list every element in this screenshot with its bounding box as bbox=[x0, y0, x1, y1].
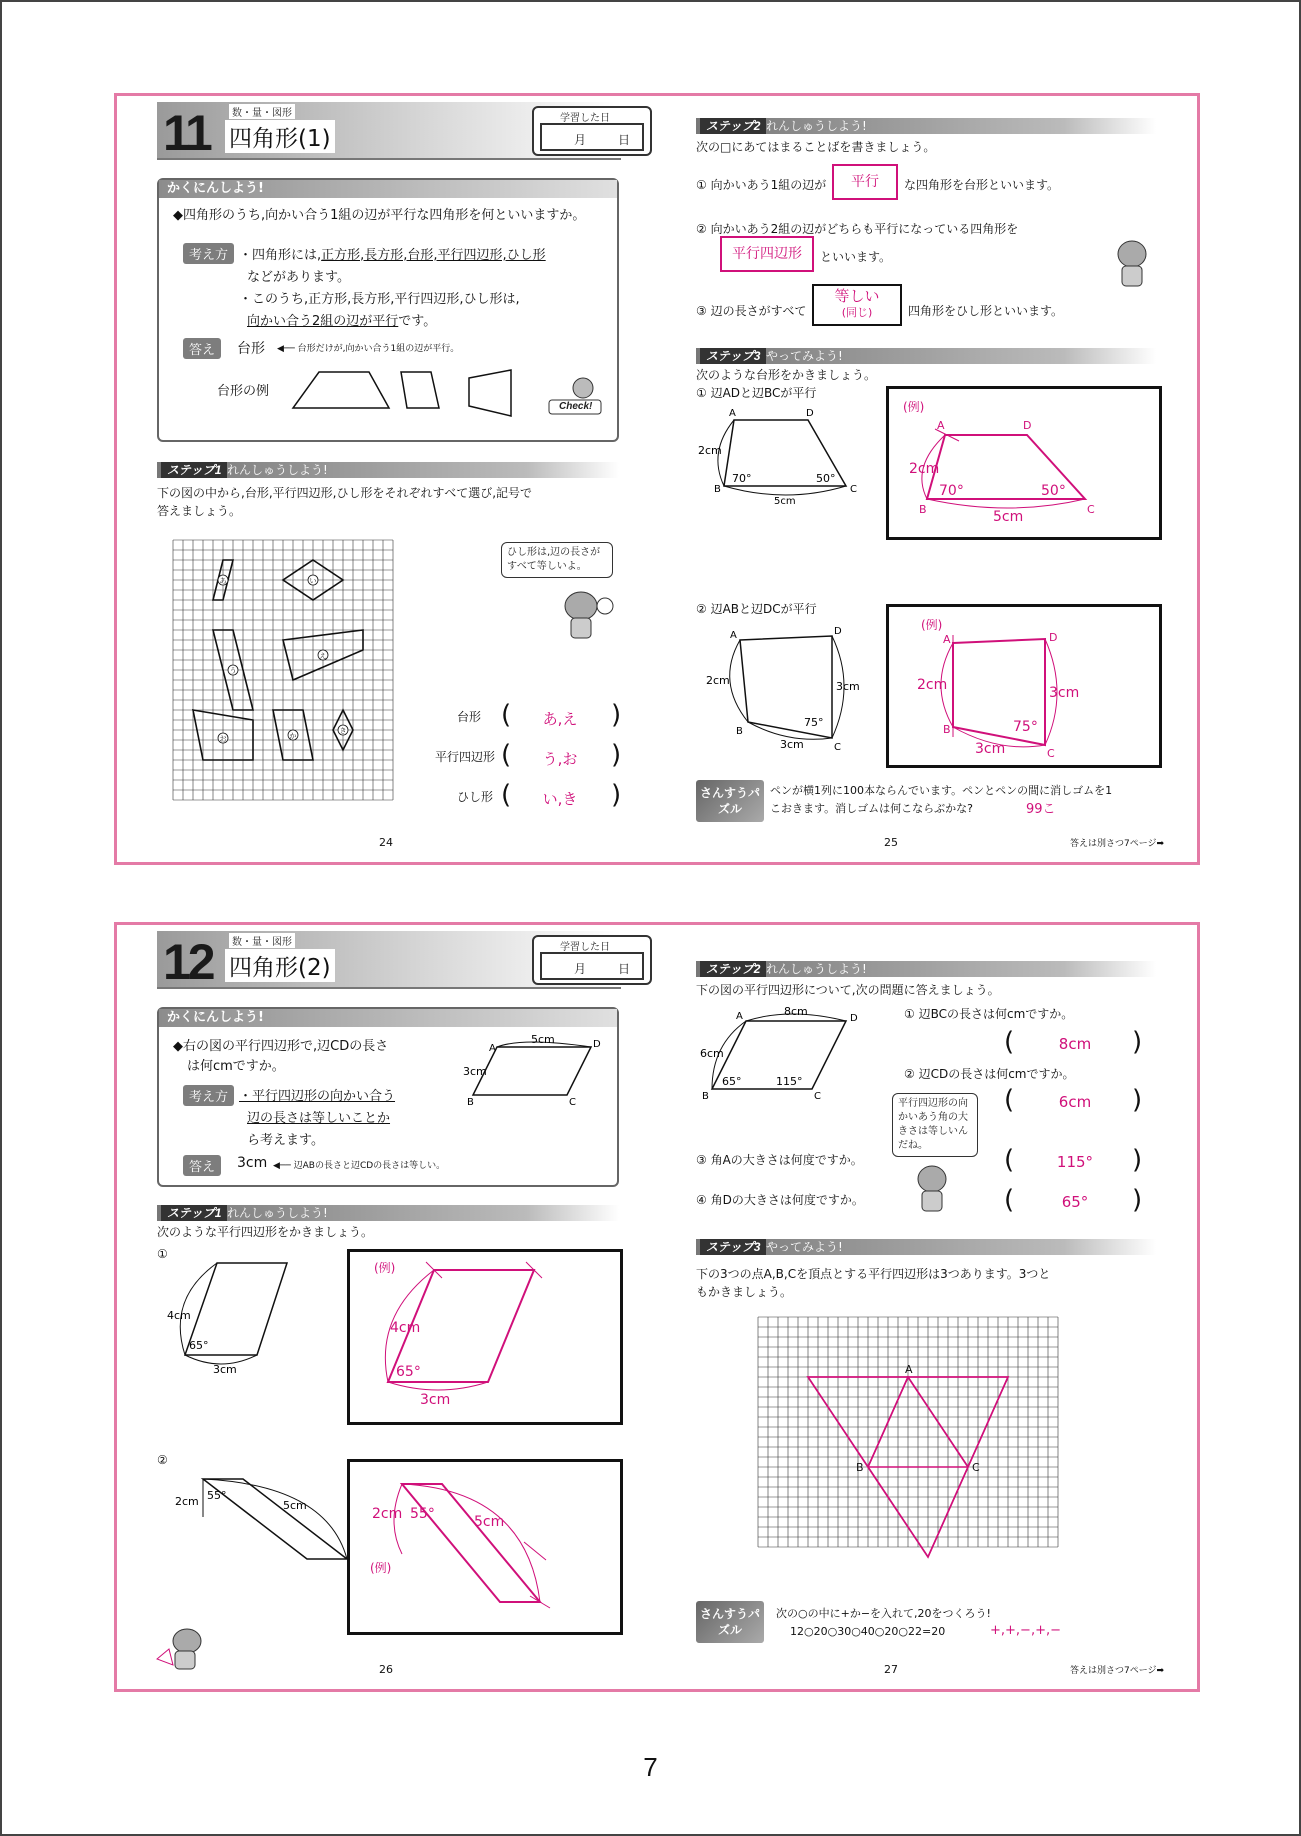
q3-answer-sub: (同じ) bbox=[841, 306, 873, 319]
day-label: 日 bbox=[618, 133, 631, 147]
day-label: 日 bbox=[618, 962, 631, 976]
question-text: ◆四角形のうち,向かい合う1組の辺が平行な四角形を何といいますか。 bbox=[173, 208, 586, 223]
svg-text:6cm: 6cm bbox=[700, 1047, 724, 1060]
mascot-icon bbox=[557, 586, 617, 646]
lesson-title: 四角形(1) bbox=[225, 120, 335, 153]
example-box-2 bbox=[347, 1459, 623, 1635]
trapezoid-answer1 bbox=[889, 389, 1159, 537]
svg-text:5cm: 5cm bbox=[993, 509, 1024, 525]
lesson-category: 数・量・図形 bbox=[229, 933, 295, 948]
shape-label-g: き bbox=[339, 727, 347, 735]
shape-label-e: お bbox=[219, 735, 227, 743]
parallelogram-fig bbox=[696, 1005, 876, 1115]
puzzle-answer: +,+,−,+,− bbox=[990, 1623, 1061, 1638]
month-label: 月 bbox=[574, 962, 587, 976]
paren-open: ( bbox=[1004, 1027, 1015, 1057]
kangaekata-tag: 考え方 bbox=[183, 1085, 234, 1106]
kangaekata-line1: ・平行四辺形の向かい合う bbox=[239, 1089, 396, 1104]
paren-close: ) bbox=[611, 780, 622, 810]
example-box-2 bbox=[886, 604, 1162, 768]
paren-open: ( bbox=[1004, 1185, 1015, 1215]
step3-text2: もかきましょう。 bbox=[696, 1285, 793, 1299]
step1-label: れんしゅうしよう! bbox=[227, 463, 328, 477]
q3-answer-box[interactable] bbox=[812, 284, 902, 326]
question-line1: ◆右の図の平行四辺形で,辺CDの長さ bbox=[173, 1039, 389, 1054]
hint-bubble: ひし形は,辺の長さがすべて等しいよ。 bbox=[501, 542, 613, 578]
study-date-box bbox=[532, 106, 652, 156]
svg-text:2cm: 2cm bbox=[175, 1495, 199, 1508]
example-label: 台形の例 bbox=[217, 384, 270, 399]
kangaekata-line1: ・四角形には,正方形,長方形,台形,平行四辺形,ひし形 bbox=[239, 248, 546, 263]
paren-open: ( bbox=[1004, 1145, 1015, 1175]
fig1-side-ab: 2cm bbox=[698, 444, 722, 457]
svg-text:8cm: 8cm bbox=[784, 1005, 808, 1018]
point-grid bbox=[756, 1315, 1066, 1555]
example-box-1 bbox=[886, 386, 1162, 540]
step1-text1: 下の図の中から,台形,平行四辺形,ひし形をそれぞれすべて選び,記号で bbox=[157, 486, 533, 500]
kotae-note: ◀── 辺ABの長さと辺CDの長さは等しい。 bbox=[273, 1161, 446, 1171]
paren-close: ) bbox=[1132, 1145, 1143, 1175]
fig1-d-label: D bbox=[806, 408, 814, 419]
trapezoid-fig2 bbox=[696, 626, 886, 756]
kangaekata-line2b: 向かい合う2組の辺が平行です。 bbox=[247, 314, 437, 329]
step1-text2: 答えましょう。 bbox=[157, 504, 242, 518]
paren-close: ) bbox=[611, 700, 622, 730]
item2-num: ② bbox=[157, 1453, 168, 1467]
qa-answer[interactable]: 115° bbox=[1056, 1153, 1094, 1171]
svg-text:2cm: 2cm bbox=[706, 674, 730, 687]
parallelogram-fig bbox=[463, 1033, 613, 1113]
svg-text:4cm: 4cm bbox=[167, 1309, 191, 1322]
mascot-icon bbox=[1108, 236, 1158, 292]
step3-badge: ステップ3 bbox=[700, 1239, 766, 1255]
step1-badge: ステップ1 bbox=[161, 462, 227, 478]
svg-text:75°: 75° bbox=[804, 716, 824, 729]
svg-text:2cm: 2cm bbox=[917, 677, 948, 693]
kangaekata-line2: 辺の長さは等しいことか bbox=[247, 1111, 391, 1126]
page-24 bbox=[117, 96, 660, 862]
kangaekata-line3: ら考えます。 bbox=[247, 1133, 324, 1148]
step3-intro: 次のような台形をかきましょう。 bbox=[696, 368, 877, 382]
page-number-27: 27 bbox=[884, 1663, 898, 1676]
svg-text:3cm: 3cm bbox=[463, 1065, 487, 1078]
svg-text:A: A bbox=[489, 1043, 496, 1054]
lesson-header bbox=[157, 102, 631, 161]
svg-text:A: A bbox=[736, 1011, 743, 1022]
step3-bar bbox=[696, 348, 1156, 364]
puzzle-text1: ペンが横1列に100本ならんでいます。ペンとペンの間に消しゴムを1 bbox=[770, 784, 1113, 797]
q2-answer-box[interactable]: 平行四辺形 bbox=[720, 236, 814, 272]
paren-open: ( bbox=[501, 700, 512, 730]
footer-note: 答えは別さつ7ページ➡ bbox=[1070, 839, 1165, 849]
step2-intro: 次の□にあてはまることばを書きましょう。 bbox=[696, 140, 936, 154]
svg-text:50°: 50° bbox=[1041, 483, 1066, 499]
svg-text:2cm: 2cm bbox=[909, 461, 940, 477]
q3-text-a: ③ 辺の長さがすべて bbox=[696, 304, 807, 318]
page-25 bbox=[660, 96, 1203, 862]
step2-bar bbox=[696, 961, 1156, 977]
qa-answer[interactable]: 65° bbox=[1061, 1193, 1089, 1211]
svg-text:B: B bbox=[702, 1091, 709, 1102]
step2-intro: 下の図の平行四辺形について,次の問題に答えましょう。 bbox=[696, 983, 1000, 997]
paren-close: ) bbox=[1132, 1185, 1143, 1215]
paren-open: ( bbox=[501, 780, 512, 810]
step3-text1: 下の3つの点A,B,Cを頂点とする平行四辺形は3つあります。3つと bbox=[696, 1267, 1051, 1281]
point-a-label: A bbox=[905, 1363, 913, 1376]
hint-bubble: 平行四辺形の向かいあう角の大きさは等しいんだね。 bbox=[892, 1093, 978, 1157]
step1-bar bbox=[157, 462, 619, 478]
svg-text:C: C bbox=[569, 1097, 576, 1108]
parallelogram-answer2 bbox=[350, 1462, 620, 1632]
svg-text:B: B bbox=[943, 723, 951, 736]
paren-close: ) bbox=[1132, 1027, 1143, 1057]
kotae-answer: 3cm bbox=[237, 1155, 268, 1171]
shape-label-c: う bbox=[229, 667, 237, 675]
kotae-tag: 答え bbox=[183, 338, 221, 359]
parallelogram-fig2 bbox=[167, 1465, 367, 1585]
shape-label-b: い bbox=[309, 577, 317, 585]
svg-text:5cm: 5cm bbox=[474, 1514, 505, 1530]
q1-text-b: な四角形を台形といいます。 bbox=[904, 178, 1060, 192]
step3-badge: ステップ3 bbox=[700, 348, 766, 364]
qa-answer[interactable]: 8cm bbox=[1058, 1035, 1092, 1053]
puzzle-logo: さんすうパズル bbox=[696, 780, 764, 822]
svg-text:B: B bbox=[919, 503, 927, 516]
svg-text:D: D bbox=[593, 1039, 601, 1050]
lesson-title: 四角形(2) bbox=[225, 949, 335, 982]
svg-text:(例): (例) bbox=[921, 618, 943, 632]
study-date-label: 学習した日 bbox=[560, 113, 610, 124]
step3-label: やってみよう! bbox=[766, 349, 843, 363]
svg-text:3cm: 3cm bbox=[213, 1363, 237, 1376]
step2-label: れんしゅうしよう! bbox=[766, 119, 867, 133]
study-date-field[interactable] bbox=[540, 123, 644, 151]
svg-text:D: D bbox=[850, 1013, 858, 1024]
mascot-icon bbox=[153, 1625, 213, 1675]
kotae-answer: 台形 bbox=[237, 341, 265, 357]
question-line2: は何cmですか。 bbox=[187, 1059, 285, 1074]
qa-question: ③ 角Aの大きさは何度ですか。 bbox=[696, 1153, 863, 1167]
fig1-b-label: B bbox=[714, 484, 721, 495]
svg-text:B: B bbox=[736, 726, 743, 737]
page-number-25: 25 bbox=[884, 836, 898, 849]
q3-text-b: 四角形をひし形といいます。 bbox=[908, 304, 1064, 318]
svg-text:C: C bbox=[1087, 503, 1095, 516]
shape-label-a: あ bbox=[219, 577, 227, 585]
lesson-number: 11 bbox=[163, 105, 210, 161]
step1-bar bbox=[157, 1205, 619, 1221]
qa-question: ① 辺BCの長さは何cmですか。 bbox=[904, 1007, 1074, 1021]
kakunin-box bbox=[157, 1007, 619, 1187]
q2-text-b: といいます。 bbox=[820, 250, 892, 264]
svg-text:(例): (例) bbox=[370, 1561, 392, 1575]
svg-text:65°: 65° bbox=[722, 1075, 742, 1088]
point-c-label: C bbox=[972, 1461, 980, 1474]
svg-text:A: A bbox=[730, 630, 737, 641]
svg-text:D: D bbox=[834, 626, 842, 637]
qa-question: ④ 角Dの大きさは何度ですか。 bbox=[696, 1193, 864, 1207]
q1-text-a: ① 向かいあう1組の辺が bbox=[696, 178, 827, 192]
study-date-box bbox=[532, 935, 652, 985]
svg-text:D: D bbox=[1023, 419, 1032, 432]
month-label: 月 bbox=[574, 133, 587, 147]
paren-open: ( bbox=[1004, 1085, 1015, 1115]
svg-text:55°: 55° bbox=[207, 1489, 227, 1502]
page-number-24: 24 bbox=[379, 836, 393, 849]
puzzle-logo: さんすうパズル bbox=[696, 1601, 764, 1643]
study-date-field[interactable] bbox=[540, 952, 644, 980]
check-label: Check! bbox=[559, 401, 593, 412]
kangaekata-tag: 考え方 bbox=[183, 243, 234, 264]
svg-text:(例): (例) bbox=[374, 1261, 396, 1275]
kotae-tag: 答え bbox=[183, 1155, 221, 1176]
svg-text:D: D bbox=[1049, 631, 1058, 644]
trapezoid-fig1 bbox=[696, 406, 886, 507]
step1-label: れんしゅうしよう! bbox=[227, 1206, 328, 1220]
step1-badge: ステップ1 bbox=[161, 1205, 227, 1221]
svg-text:5cm: 5cm bbox=[531, 1033, 555, 1046]
svg-text:70°: 70° bbox=[939, 483, 964, 499]
svg-text:3cm: 3cm bbox=[1049, 685, 1080, 701]
kakunin-heading: かくにんしよう! bbox=[159, 180, 617, 198]
answer-row-label: 平行四辺形 bbox=[435, 750, 496, 764]
kakunin-box bbox=[157, 178, 619, 442]
kangaekata-line2: ・このうち,正方形,長方形,平行四辺形,ひし形は, bbox=[239, 292, 520, 307]
answer-row-label: ひし形 bbox=[457, 790, 494, 804]
item1-num: ① bbox=[157, 1247, 168, 1261]
spread-2 bbox=[114, 922, 1200, 1692]
svg-text:2cm: 2cm bbox=[372, 1506, 403, 1522]
paren-open: ( bbox=[501, 740, 512, 770]
example-box-1 bbox=[347, 1249, 623, 1425]
fig1-side-bc: 5cm bbox=[774, 496, 796, 507]
svg-text:A: A bbox=[937, 419, 945, 432]
spread-1 bbox=[114, 93, 1200, 865]
shape-label-d: え bbox=[319, 652, 327, 660]
step2-bar bbox=[696, 118, 1156, 134]
fig1-angle-c: 50° bbox=[816, 472, 836, 485]
svg-text:3cm: 3cm bbox=[420, 1392, 451, 1408]
page-27 bbox=[660, 925, 1203, 1689]
shape-label-f: か bbox=[289, 732, 297, 740]
paren-close: ) bbox=[1132, 1085, 1143, 1115]
svg-text:65°: 65° bbox=[396, 1364, 421, 1380]
kotae-note: ◀── 台形だけが,向かい合う1組の辺が平行。 bbox=[277, 344, 460, 354]
puzzle-answer: 99こ bbox=[1026, 802, 1056, 817]
answer-row-label: 台形 bbox=[457, 710, 482, 724]
step3-label: やってみよう! bbox=[766, 1240, 843, 1254]
puzzle-text2: 12○20○30○40○20○22=20 bbox=[790, 1625, 946, 1638]
paren-close: ) bbox=[611, 740, 622, 770]
step1-intro: 次のような平行四辺形をかきましょう。 bbox=[157, 1225, 374, 1239]
svg-text:C: C bbox=[814, 1091, 821, 1102]
svg-text:65°: 65° bbox=[189, 1339, 209, 1352]
study-date-label: 学習した日 bbox=[560, 942, 610, 953]
parallelogram-fig1 bbox=[167, 1259, 317, 1379]
fig1-c-label: C bbox=[850, 484, 857, 495]
svg-text:4cm: 4cm bbox=[390, 1320, 421, 1336]
svg-text:5cm: 5cm bbox=[283, 1499, 307, 1512]
q2-text-a: ② 向かいあう2組の辺がどちらも平行になっている四角形を bbox=[696, 222, 1019, 236]
example-label: (例) bbox=[903, 400, 925, 414]
puzzle-text1: 次の○の中に+か−を入れて,20をつくろう! bbox=[776, 1607, 991, 1620]
svg-text:3cm: 3cm bbox=[780, 738, 804, 751]
svg-text:C: C bbox=[834, 742, 841, 753]
footer-note: 答えは別さつ7ページ➡ bbox=[1070, 1666, 1165, 1676]
svg-text:3cm: 3cm bbox=[975, 741, 1006, 757]
problem1-text: ① 辺ADと辺BCが平行 bbox=[696, 386, 817, 400]
trapezoid-answer2 bbox=[889, 607, 1159, 765]
step2-badge: ステップ2 bbox=[700, 118, 766, 134]
page-26 bbox=[117, 925, 660, 1689]
svg-text:3cm: 3cm bbox=[836, 680, 860, 693]
puzzle-text2: こおきます。消しゴムは何こならぶかな? bbox=[770, 802, 973, 815]
fig1-a-label: A bbox=[729, 408, 736, 419]
svg-text:A: A bbox=[943, 633, 951, 646]
svg-text:55°: 55° bbox=[410, 1506, 435, 1522]
q1-answer-box[interactable]: 平行 bbox=[832, 164, 898, 200]
lesson-number: 12 bbox=[163, 934, 213, 990]
answer-row-value[interactable]: い,き bbox=[542, 790, 578, 808]
shape-grid bbox=[171, 538, 397, 808]
svg-text:75°: 75° bbox=[1013, 719, 1038, 735]
svg-text:C: C bbox=[1047, 747, 1055, 760]
problem2-text: ② 辺ABと辺DCが平行 bbox=[696, 602, 817, 616]
answer-row-value[interactable]: あ,え bbox=[542, 710, 578, 728]
svg-text:B: B bbox=[467, 1097, 474, 1108]
fig1-angle-b: 70° bbox=[732, 472, 752, 485]
check-mascot bbox=[545, 376, 605, 418]
kakunin-heading: かくにんしよう! bbox=[159, 1009, 617, 1027]
step3-bar bbox=[696, 1239, 1156, 1255]
parallelogram-answer1 bbox=[350, 1252, 620, 1422]
qa-answer[interactable]: 6cm bbox=[1058, 1093, 1092, 1111]
lesson-header bbox=[157, 931, 631, 990]
svg-text:115°: 115° bbox=[776, 1075, 803, 1088]
mascot-icon bbox=[910, 1163, 956, 1219]
point-b-label: B bbox=[856, 1461, 864, 1474]
answer-row-value[interactable]: う,お bbox=[542, 750, 578, 768]
q3-answer: 等しい bbox=[834, 287, 880, 305]
trapezoid-examples bbox=[289, 368, 529, 418]
step2-badge: ステップ2 bbox=[700, 961, 766, 977]
qa-question: ② 辺CDの長さは何cmですか。 bbox=[904, 1067, 1075, 1081]
step2-label: れんしゅうしよう! bbox=[766, 962, 867, 976]
page-number-26: 26 bbox=[379, 1663, 393, 1676]
page-number: 7 bbox=[643, 1752, 658, 1782]
lesson-category: 数・量・図形 bbox=[229, 104, 295, 119]
kangaekata-line1c: などがあります。 bbox=[247, 270, 350, 285]
